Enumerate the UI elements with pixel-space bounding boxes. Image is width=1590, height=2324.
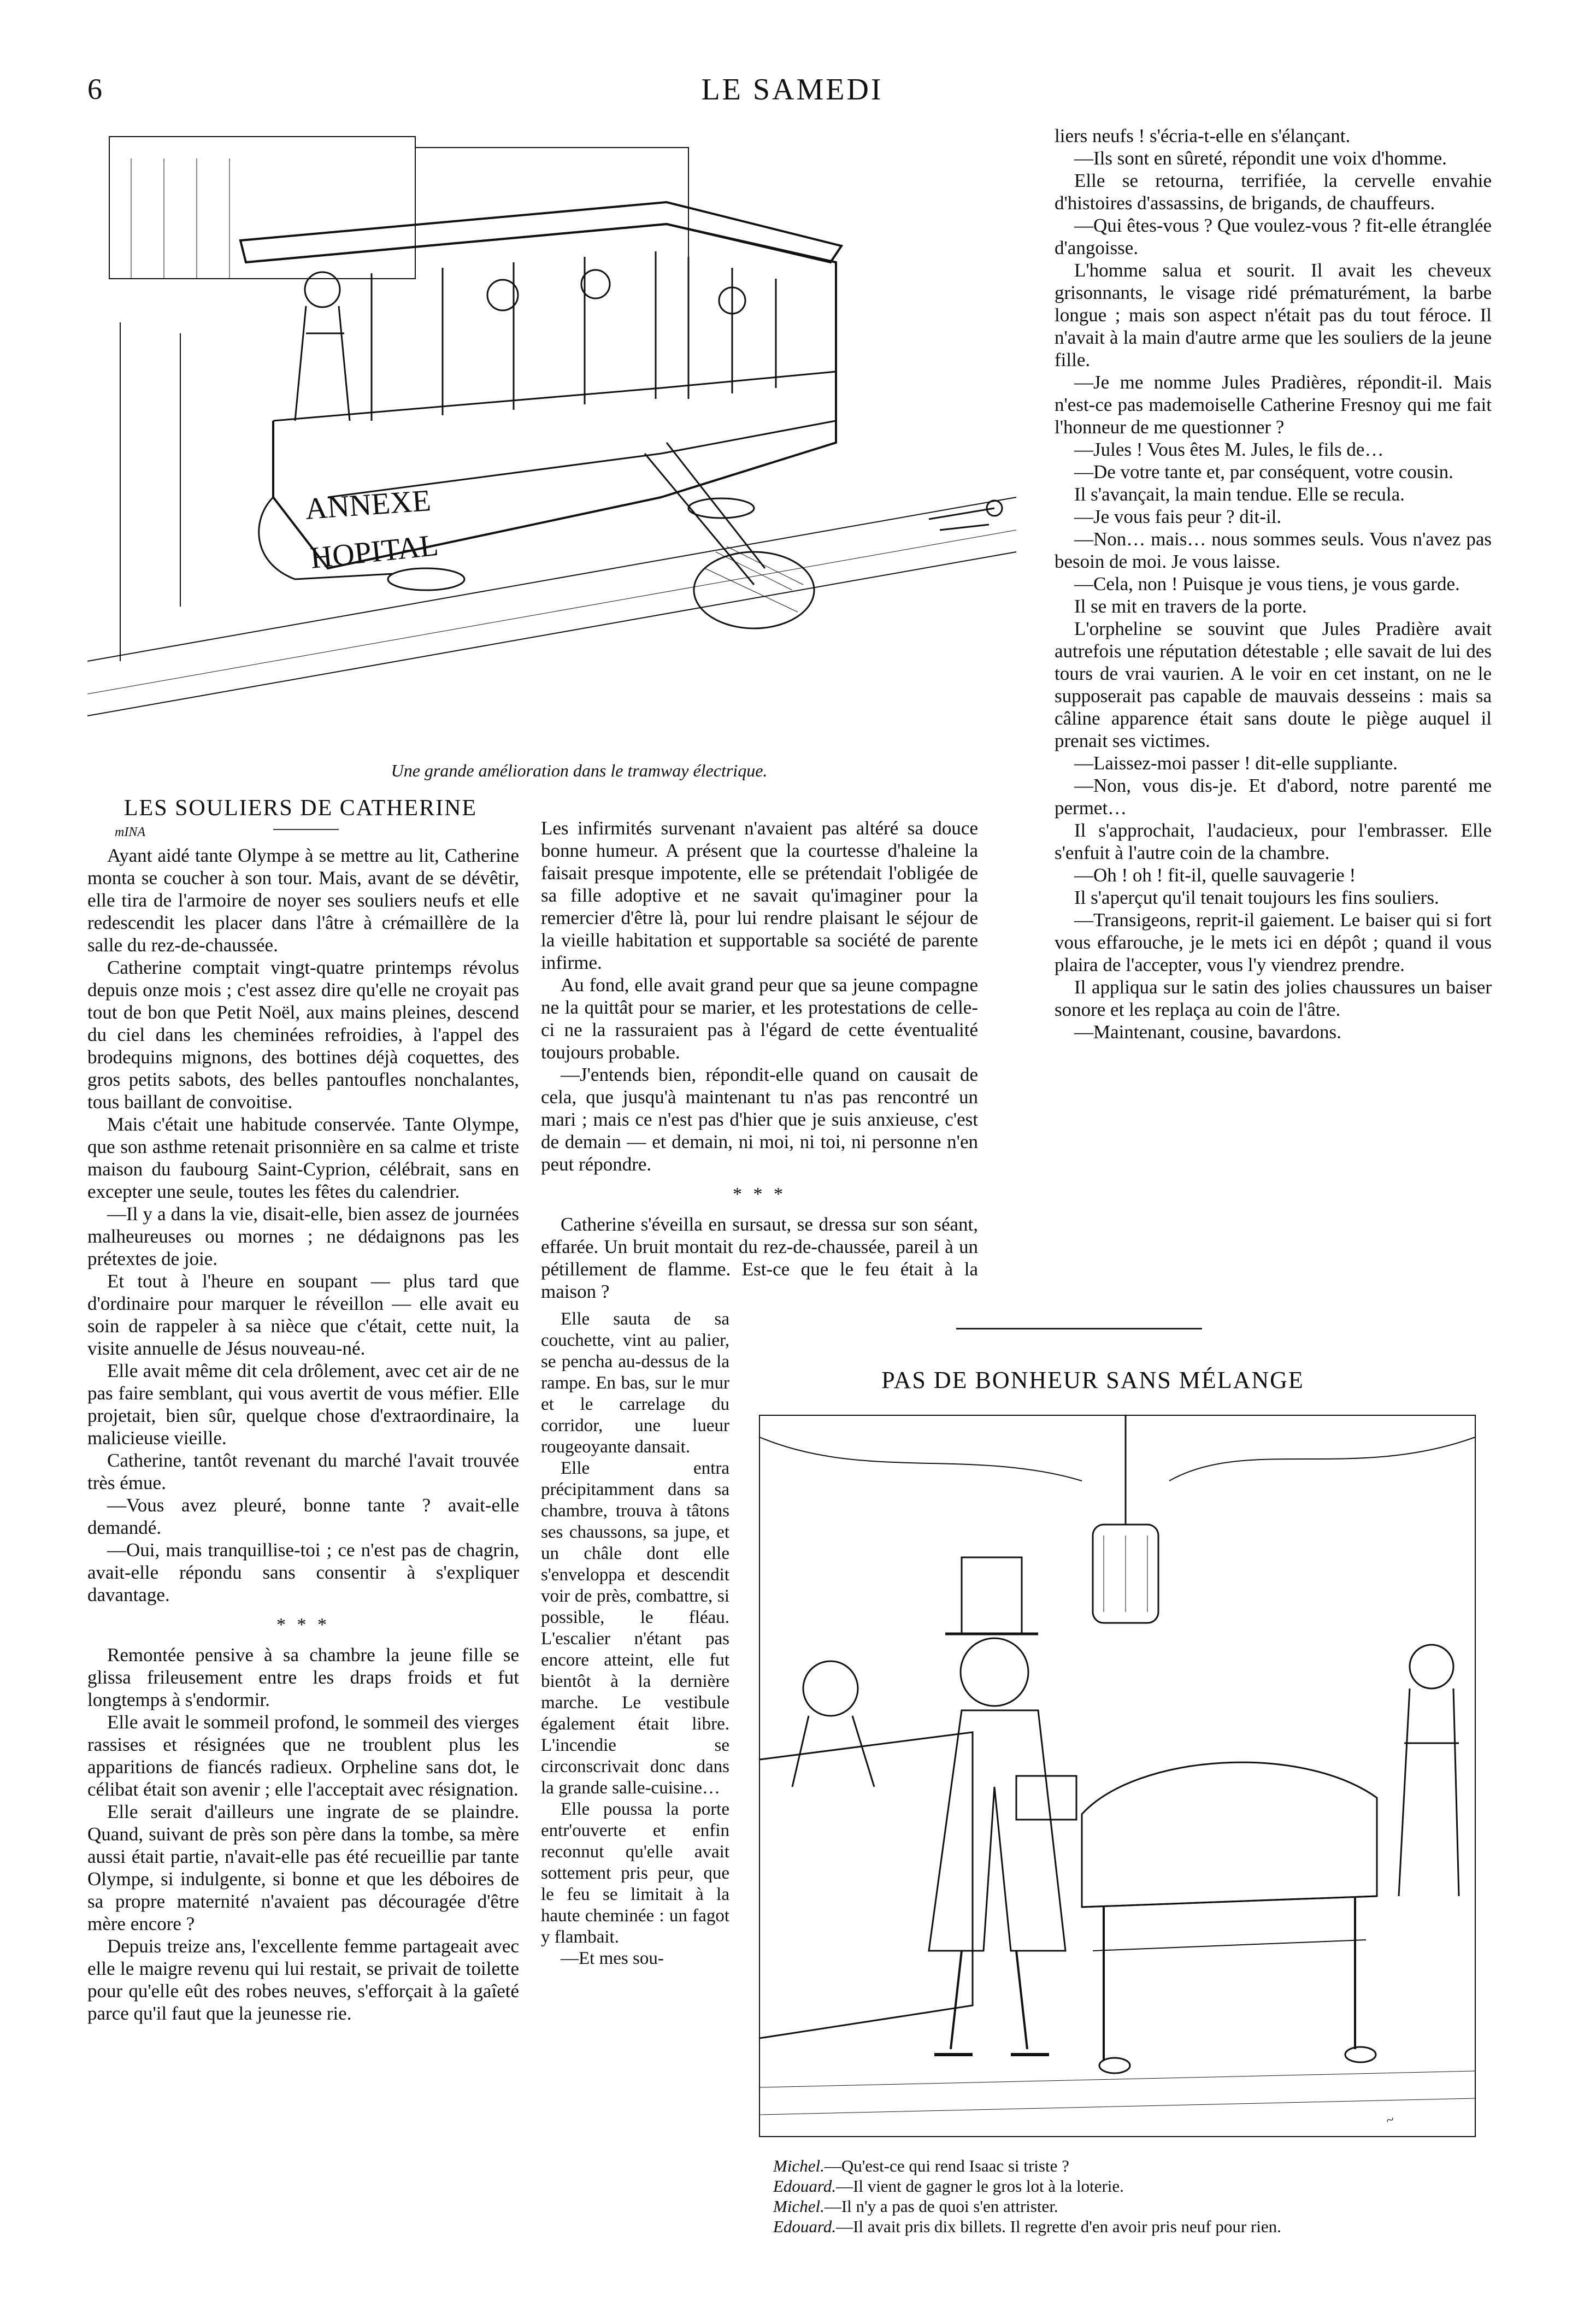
tram-sign-line2: HOPITAL <box>308 528 440 575</box>
paragraph: Il s'avançait, la main tendue. Elle se recula. <box>1074 484 1405 505</box>
title-rule <box>273 829 339 830</box>
dialogue-line <box>773 2216 1483 2237</box>
paragraph: Ayant aidé tante Olympe à se mettre au lit, Catherine monta se coucher à son tour. Mais, avant de se dévêtir, elle tira de l'armoire de noyer ses souliers neufs et elle redescendit les placer dans l'âtre à crémaillère de la salle du rez-de-chaussée. <box>87 845 519 956</box>
paragraph: liers neufs ! s'écria-t-elle en s'élançant. <box>1055 125 1351 146</box>
paragraph: Depuis treize ans, l'excellente femme partageait avec elle le maigre revenu qui lui restait, se privait de toilette pour qu'elle eût des robes neuves, s'efforçait à la gaîeté parce qu'il faut que la jeunesse rie. <box>87 1935 519 2024</box>
speaker: Michel. <box>773 2156 825 2175</box>
paragraph: Il s'aperçut qu'il tenait toujours les fins souliers. <box>1074 887 1439 908</box>
paragraph: —Oh ! oh ! fit-il, quelle sauvagerie ! <box>1074 864 1356 886</box>
paragraph: Elle se retourna, terrifiée, la cervelle envahie d'histoires d'assassins, de brigands, de chauffeurs. <box>1055 170 1492 214</box>
dialogue-text: —Il avait pris dix billets. Il regrette d'en avoir pris neuf pour rien. <box>836 2217 1281 2236</box>
cartoon-dialogue <box>773 2156 1483 2237</box>
story-column-1 <box>87 844 519 2025</box>
cartoon-illustration <box>754 1404 1481 2148</box>
paragraph: —Maintenant, cousine, bavardons. <box>1074 1021 1341 1043</box>
paragraph: Elle poussa la porte entr'ouverte et enfin reconnut qu'elle avait sottement pris peur, que le feu se limitait à la haute cheminée : un fagot y flambait. <box>541 1799 729 1947</box>
paragraph: Au fond, elle avait grand peur que sa jeune compagne ne la quittât pour se marier, et les protestations de celle-ci ne la rassuraient pas à l'égard de cette éventualité toujours probable. <box>541 974 978 1063</box>
story-column-3 <box>1055 125 1492 1043</box>
paragraph: —J'entends bien, répondit-elle quand on causait de cela, que jusqu'à maintenant tu n'as pas rencontré un mari ; mais ce n'est pas d'hier que je suis anxieuse, c'est de demain — et demain, ni moi, ni toi, ni personne n'en peut répondre. <box>541 1064 978 1175</box>
paragraph: Elle sauta de sa couchette, vint au palier, se pencha au-dessus de la rampe. En bas, sur le mur et le carrelage du corridor, une lueur rougeoyante dansait. <box>541 1309 729 1457</box>
paragraph: —Non… mais… nous sommes seuls. Vous n'avez pas besoin de moi. Je vous laisse. <box>1055 528 1492 572</box>
dialogue-text: —Qu'est-ce qui rend Isaac si triste ? <box>824 2156 1069 2175</box>
cartoon-title: PAS DE BONHEUR SANS MÉLANGE <box>881 1367 1304 1393</box>
paragraph: Les infirmités survenant n'avaient pas altéré sa douce bonne humeur. A présent que la courtesse d'haleine la faisait presque impotente, elle se prétendait l'obligée de sa fille adoptive et ne savait qu'imaginer pour la remercier d'être là, pour lui rendre plaisant le séjour de la vieille habitation et supportable sa société de parente infirme. <box>541 817 978 973</box>
paragraph: Mais c'était une habitude conservée. Tante Olympe, que son asthme retenait prisonnière en sa calme et triste maison du faubourg Saint-Cyprion, célébrait, sans en excepter une seule, toutes les fêtes du calendrier. <box>87 1114 519 1202</box>
paragraph: —Transigeons, reprit-il gaiement. Le baiser qui si fort vous effarouche, je le mets ici en dépôt ; quand il vous plaira de l'accepter, vous l'y viendrez prendre. <box>1055 909 1492 975</box>
paragraph: Remontée pensive à sa chambre la jeune fille se glissa frileusement entre les draps froids et fut longtemps à s'endormir. <box>87 1644 519 1710</box>
masthead-title: LE SAMEDI <box>701 73 884 107</box>
dialogue-text: —Il n'y a pas de quoi s'en attrister. <box>824 2197 1058 2216</box>
paragraph: —Laissez-moi passer ! dit-elle suppliante. <box>1074 752 1398 774</box>
paragraph: —Je vous fais peur ? dit-il. <box>1074 506 1282 527</box>
dialogue-line <box>773 2196 1483 2216</box>
paragraph: —Ils sont en sûreté, répondit une voix d'homme. <box>1074 148 1447 169</box>
paragraph: L'orpheline se souvint que Jules Pradière avait autrefois une réputation détestable ; elle savait de lui des tours de vrai vaurien. A le voir en cet instant, on ne le supposerait pas capable de mauvais desseins : mais sa câline apparence était sans doute le piège auquel il prenait ses victimes. <box>1055 618 1492 751</box>
tram-sign-line1: ANNEXE <box>304 484 432 526</box>
paragraph: —Oui, mais tranquillise-toi ; ce n'est pas de chagrin, avait-elle répondu sans consentir à s'expliquer davantage. <box>87 1539 519 1605</box>
artist-signature: ~ <box>1383 2111 1397 2129</box>
paragraph: Catherine, tantôt revenant du marché l'avait trouvée très émue. <box>87 1450 519 1493</box>
speaker: Edouard. <box>773 2176 837 2196</box>
paragraph: Catherine comptait vingt-quatre printemps révolus depuis onze mois ; c'est assez dire qu'elle ne croyait pas tout de bon que Petit Noël, aux mains pleines, descend du ciel dans les cheminées refroidies, à l'appel des brodequins mignons, des bottines déjà coquettes, des gros petits sabots, des belles pantoufles nonchalantes, tous baillant de convoitise. <box>87 957 519 1113</box>
cartoon-top-rule <box>956 1328 1202 1329</box>
section-break: * * * <box>276 1615 330 1635</box>
paragraph: Catherine s'éveilla en sursaut, se dressa sur son séant, effarée. Un bruit montait du rez-de-chaussée, pareil à un pétillement de flamme. Est-ce que le feu était à la maison ? <box>541 1214 978 1302</box>
dialogue-text: —Il vient de gagner le gros lot à la loterie. <box>836 2176 1124 2196</box>
paragraph: —De votre tante et, par conséquent, votre cousin. <box>1074 461 1453 483</box>
paragraph: Il se mit en travers de la porte. <box>1074 596 1307 617</box>
tram-illustration <box>87 115 1038 743</box>
paragraph: —Vous avez pleuré, bonne tante ? avait-elle demandé. <box>87 1495 519 1538</box>
section-break: * * * <box>733 1184 786 1204</box>
paragraph: Il appliqua sur le satin des jolies chaussures un baiser sonore et les replaça au coin de l'âtre. <box>1055 976 1492 1020</box>
paragraph: —Et mes sou- <box>561 1949 664 1968</box>
paragraph: —Il y a dans la vie, disait-elle, bien assez de journées malheureuses ou mornes ; ne dédaignons pas les prétextes de joie. <box>87 1203 519 1269</box>
story-column-2-narrow <box>541 1309 729 1969</box>
paragraph: Il s'approchait, l'audacieux, pour l'embrasser. Elle s'enfuit à l'autre coin de la chambre. <box>1055 820 1492 863</box>
tram-caption: Une grande amélioration dans le tramway électrique. <box>391 761 768 780</box>
dialogue-line <box>773 2156 1483 2176</box>
paragraph: —Non, vous dis-je. Et d'abord, notre parenté me permet… <box>1055 775 1492 819</box>
paragraph: Et tout à l'heure en soupant — plus tard que d'ordinaire pour marquer le réveillon — elle avait eu soin de rappeler à sa nièce que c'était, cette nuit, la visite annuelle de Jésus nouveau-né. <box>87 1270 519 1359</box>
paragraph: Elle avait même dit cela drôlement, avec cet air de ne pas faire semblant, qui vous avertit de vous méfier. Elle projetait, bien sûr, quelque chose d'extraordinaire, la malicieuse vieille. <box>87 1360 519 1449</box>
paragraph: L'homme salua et sourit. Il avait les cheveux grisonnants, le visage ridé prématurément, la barbe longue ; mais son aspect n'était pas du tout féroce. Il n'avait à la main d'autre arme que les souliers de la jeune fille. <box>1055 260 1492 370</box>
story-column-2-top <box>541 817 978 1303</box>
paragraph: —Jules ! Vous êtes M. Jules, le fils de… <box>1074 439 1384 460</box>
paragraph: Elle entra précipitamment dans sa chambre, trouva à tâtons ses chaussons, sa jupe, et un châle dont elle s'enveloppa et descendit voir de près, combattre, si possible, le fléau. L'escalier n'étant pas encore atteint, elle fut bientôt à la dernière marche. Le vestibule également était libre. L'incendie se circonscrivait donc dans la grande salle-cuisine… <box>541 1458 729 1798</box>
speaker: Michel. <box>773 2197 825 2216</box>
speaker: Edouard. <box>773 2217 837 2236</box>
paragraph: —Je me nomme Jules Pradières, répondit-il. Mais n'est-ce pas mademoiselle Catherine Fresnoy qui me fait l'honneur de me questionner ? <box>1055 372 1492 438</box>
story-title: LES SOULIERS DE CATHERINE <box>123 796 478 821</box>
story-byline: mINA <box>115 825 145 839</box>
dialogue-line <box>773 2176 1483 2196</box>
paragraph: Elle serait d'ailleurs une ingrate de se plaindre. Quand, suivant de près son père dans la tombe, sa mère aussi était partie, n'avait-elle pas été recueillie par tante Olympe, si indulgente, si bonne et que les déboires de sa propre maternité n'avaient pas découragée d'être mère encore ? <box>87 1801 519 1934</box>
paragraph: —Cela, non ! Puisque je vous tiens, je vous garde. <box>1074 573 1460 595</box>
paragraph: —Qui êtes-vous ? Que voulez-vous ? fit-elle étranglée d'angoisse. <box>1055 215 1492 258</box>
page-number: 6 <box>87 73 102 105</box>
paragraph: Elle avait le sommeil profond, le sommeil des vierges rassises et résignées que ne troublent plus les apparitions de fiancés radieux. Orpheline sans dot, le célibat était son avenir ; elle l'acceptait avec résignation. <box>87 1711 519 1800</box>
